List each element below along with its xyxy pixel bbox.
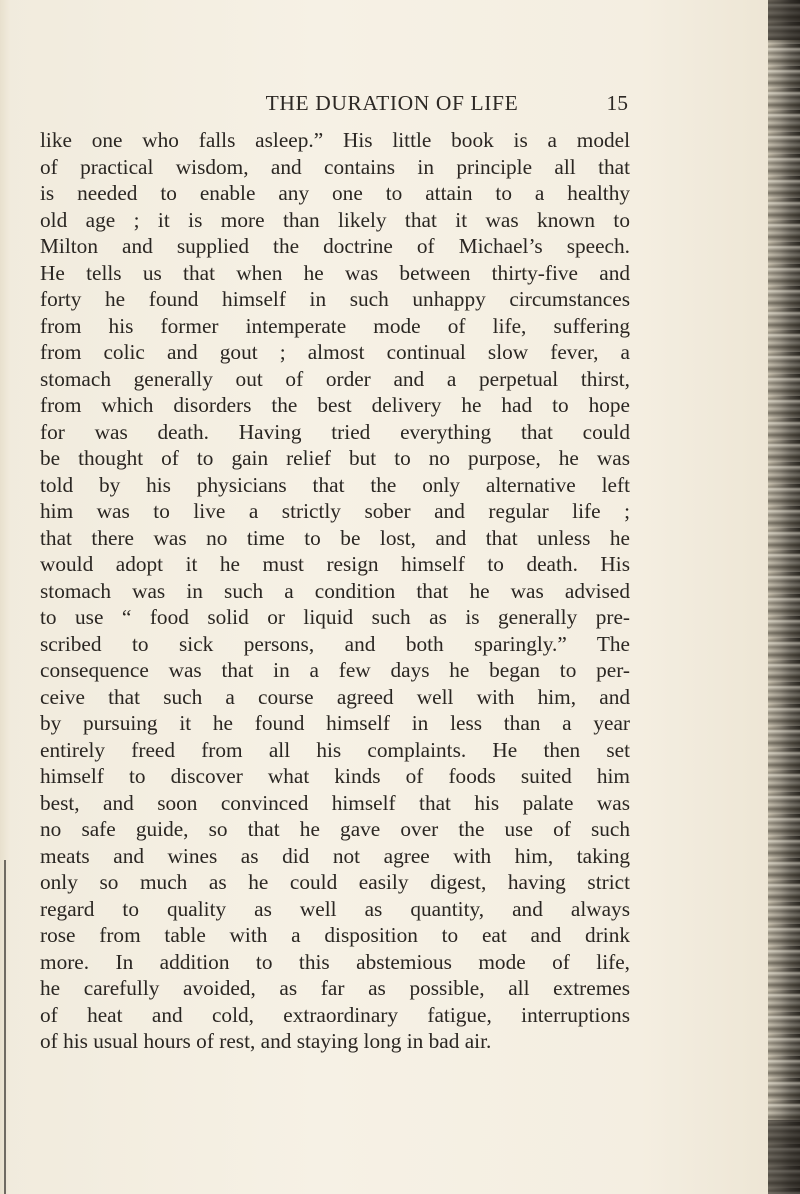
text-line: best, and soon convinced himself that his palate was bbox=[40, 790, 630, 815]
text-line: he carefully avoided, as far as possible, all extremes bbox=[40, 976, 630, 1000]
edge-shadow-bottom bbox=[768, 1120, 800, 1194]
text-line: of heat and cold, extraordinary fatigue, interruptions bbox=[40, 1002, 630, 1027]
page-left-margin bbox=[0, 0, 10, 1194]
body-paragraph bbox=[40, 127, 630, 1055]
text-line: Milton and supplied the doctrine of Michael’s speech. bbox=[40, 234, 630, 258]
text-line: forty he found himself in such unhappy circumstances bbox=[40, 287, 630, 311]
text-line: for was death. Having tried everything that could bbox=[40, 419, 630, 444]
text-line: stomach generally out of order and a perpetual thirst, bbox=[40, 366, 630, 391]
text-line: like one who falls asleep.” His little book is a model bbox=[40, 128, 630, 152]
text-line: ceive that such a course agreed well with him, and bbox=[40, 684, 630, 709]
text-line: from colic and gout ; almost continual slow fever, a bbox=[40, 340, 630, 364]
text-line: entirely freed from all his complaints. He then set bbox=[40, 737, 630, 762]
text-line: that there was no time to be lost, and that unless he bbox=[40, 525, 630, 550]
text-line: meats and wines as did not agree with him, taking bbox=[40, 843, 630, 868]
text-line: by pursuing it he found himself in less than a year bbox=[40, 711, 630, 735]
text-line: only so much as he could easily digest, having strict bbox=[40, 870, 630, 894]
edge-shadow-top bbox=[768, 0, 800, 40]
text-line: of practical wisdom, and contains in principle all that bbox=[40, 154, 630, 179]
text-line: himself to discover what kinds of foods suited him bbox=[40, 764, 630, 788]
text-line: old age ; it is more than likely that it was known to bbox=[40, 207, 630, 232]
binding-line bbox=[4, 860, 6, 1194]
page-fore-edge bbox=[768, 0, 800, 1194]
text-line: from which disorders the best delivery he had to hope bbox=[40, 393, 630, 417]
text-line: is needed to enable any one to attain to a healthy bbox=[40, 181, 630, 205]
text-line: consequence was that in a few days he began to per- bbox=[40, 658, 630, 682]
text-line: no safe guide, so that he gave over the use of such bbox=[40, 817, 630, 841]
text-line: more. In addition to this abstemious mode of life, bbox=[40, 949, 630, 974]
text-line: rose from table with a disposition to eat and drink bbox=[40, 923, 630, 947]
text-line: would adopt it he must resign himself to death. His bbox=[40, 552, 630, 576]
text-line-last: of his usual hours of rest, and staying long in bad air. bbox=[40, 1029, 492, 1053]
text-line: to use “ food solid or liquid such as is generally pre- bbox=[40, 605, 630, 629]
text-line: be thought of to gain relief but to no purpose, he was bbox=[40, 446, 630, 470]
text-line: told by his physicians that the only alternative left bbox=[40, 472, 630, 497]
page-number: 15 bbox=[606, 91, 628, 115]
text-line: stomach was in such a condition that he was advised bbox=[40, 578, 630, 603]
text-line: He tells us that when he was between thirty-five and bbox=[40, 260, 630, 285]
running-title: THE DURATION OF LIFE bbox=[265, 91, 519, 115]
text-line: scribed to sick persons, and both sparingly.” The bbox=[40, 631, 630, 656]
text-line: regard to quality as well as quantity, and always bbox=[40, 896, 630, 921]
text-line: from his former intemperate mode of life, suffering bbox=[40, 313, 630, 338]
text-line: him was to live a strictly sober and regular life ; bbox=[40, 499, 630, 523]
